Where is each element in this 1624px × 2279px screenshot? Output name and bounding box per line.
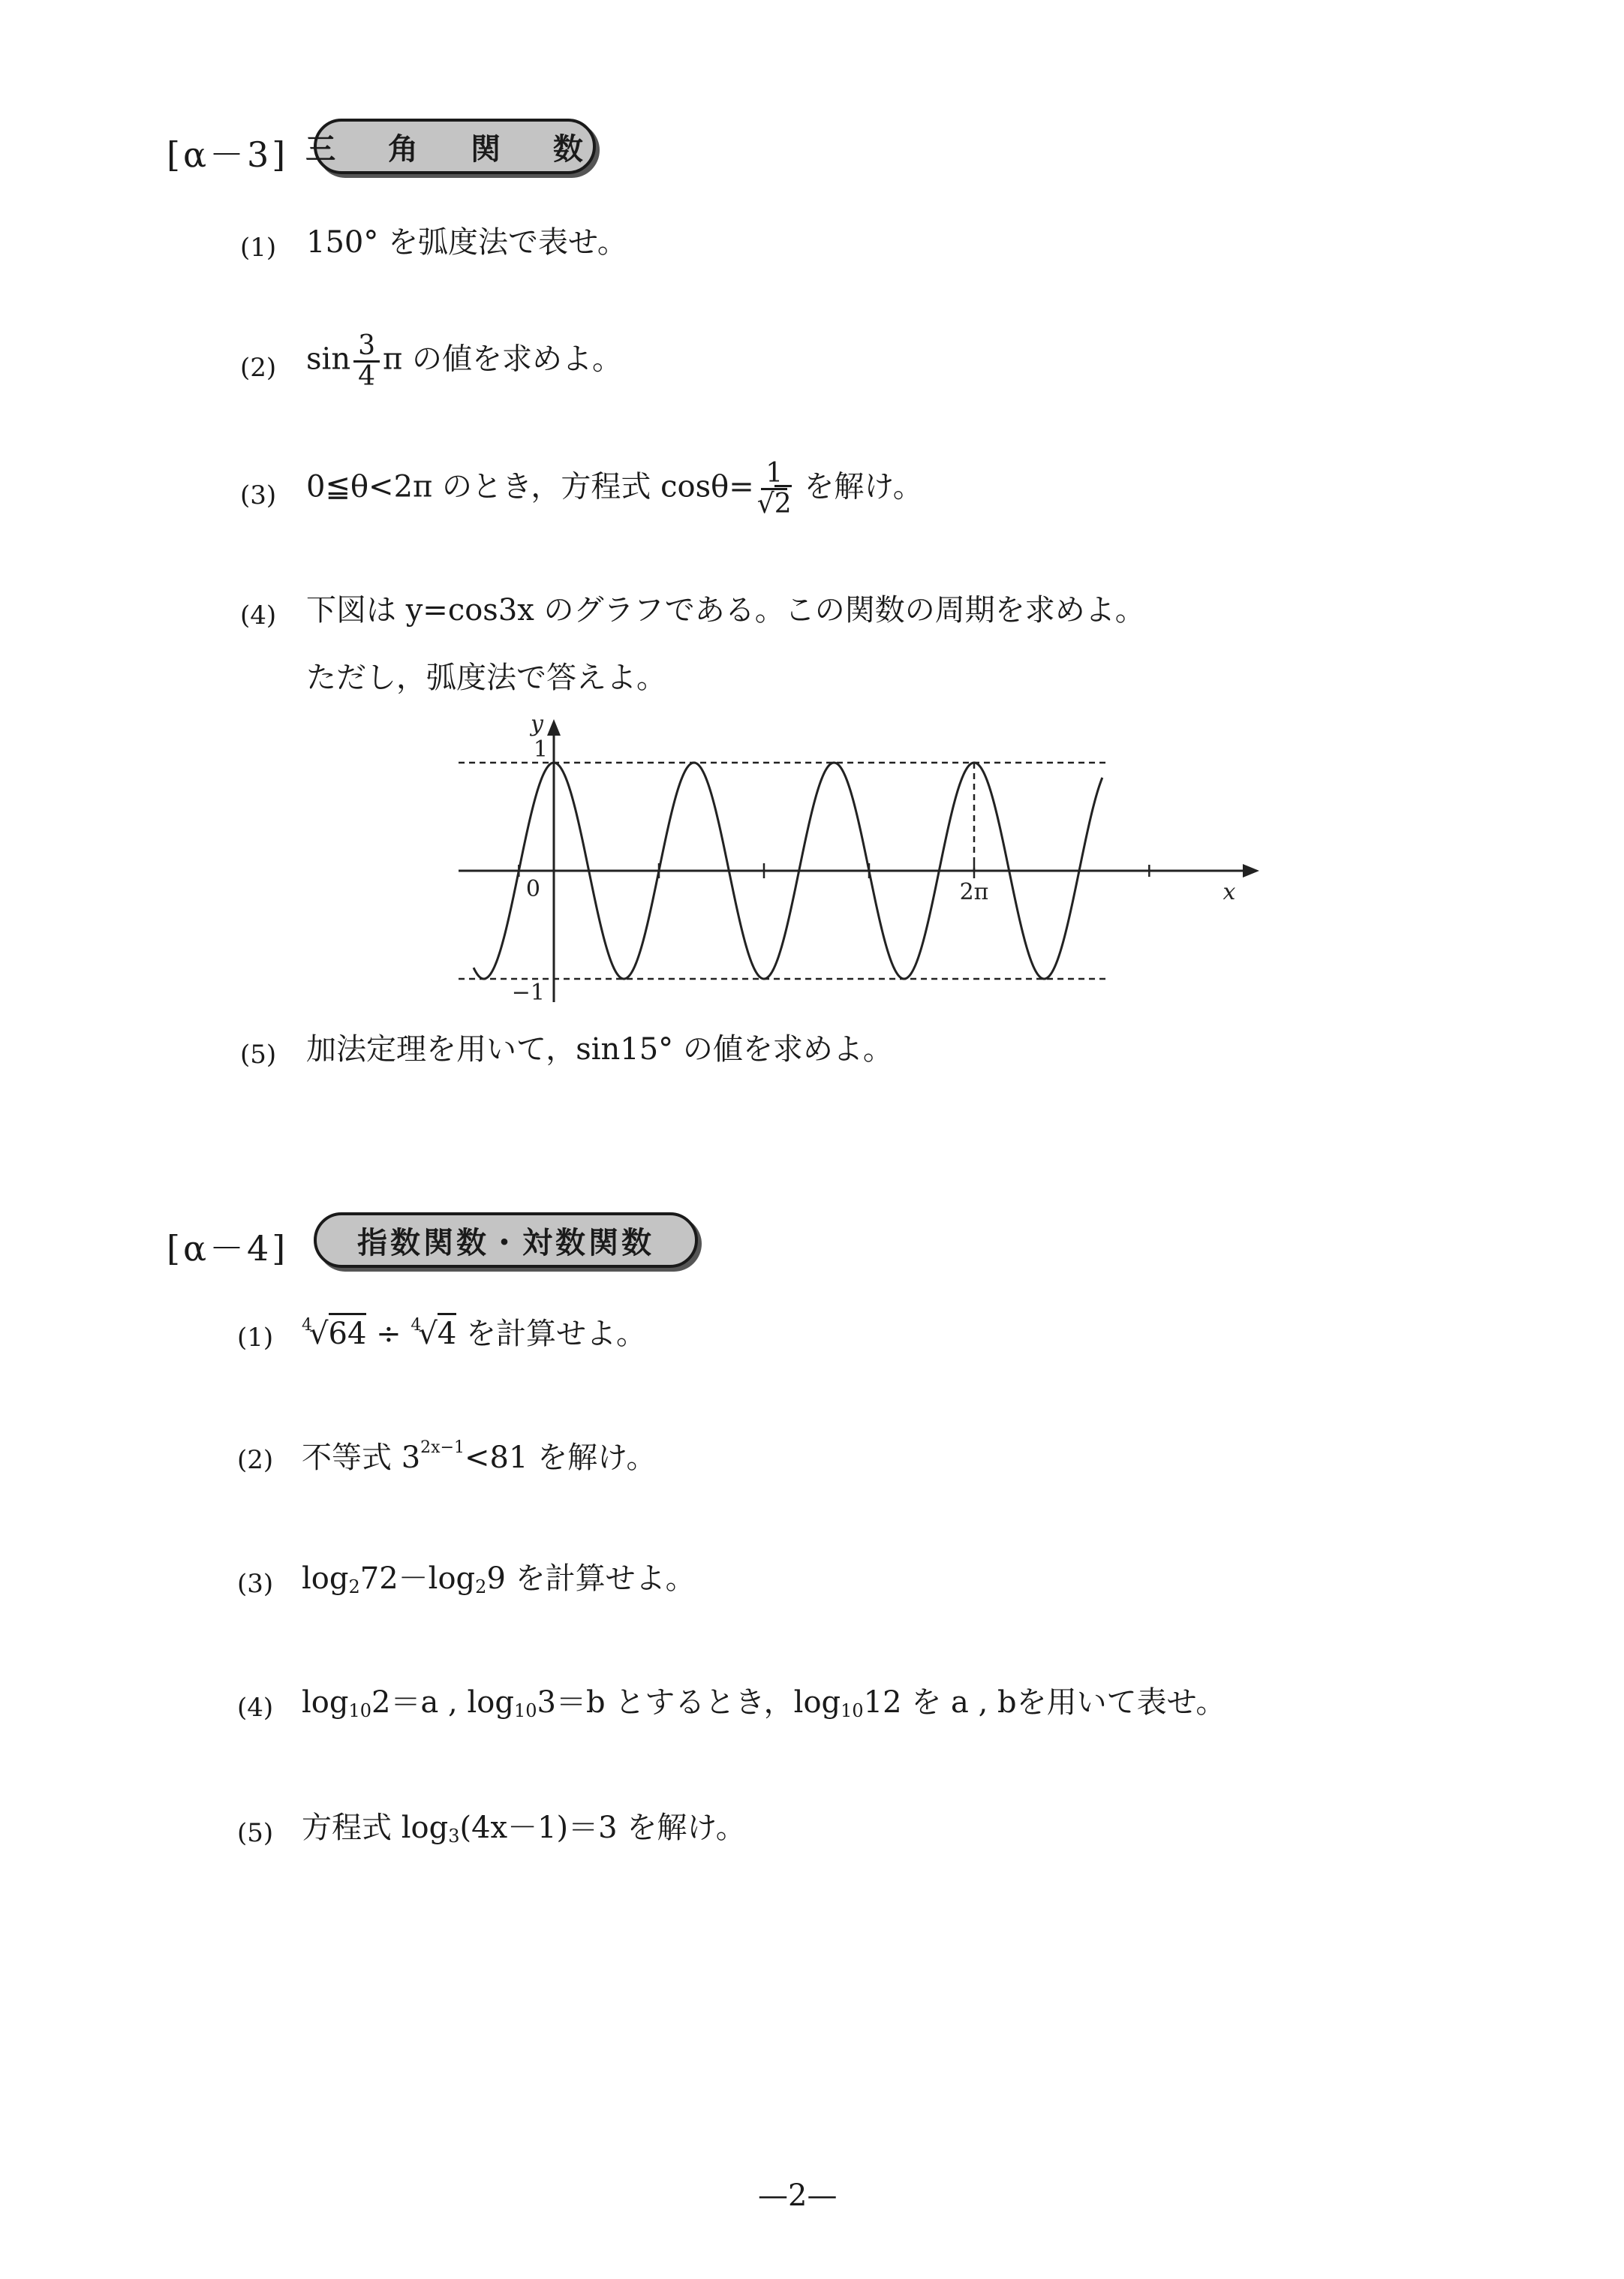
- x-axis-label: x: [1223, 879, 1236, 905]
- section-a4-label: [α－4]: [167, 1228, 289, 1269]
- x-tick-label-2pi: 2π: [959, 879, 989, 905]
- question-num: (3): [237, 1569, 274, 1599]
- section-a3-label: [α－3]: [167, 134, 289, 175]
- question-text: 0≦θ<2π のとき，方程式 cosθ= $\frac{1}{√2}$ を解け。: [306, 458, 923, 519]
- question-text: 加法定理を用いて，sin15° の値を求めよ。: [306, 1032, 893, 1067]
- origin-label: 0: [525, 876, 540, 902]
- question-text: sin $\frac{3}{4}$ π の値を求めよ。: [306, 330, 623, 392]
- page-number: —2—: [758, 2178, 838, 2213]
- question-num: (2): [240, 353, 277, 383]
- question-num: (5): [240, 1040, 277, 1070]
- fraction: $\frac{3}{4}$: [353, 332, 380, 391]
- question-num: (4): [240, 601, 277, 631]
- question-text-line2: ただし，弧度法で答えよ。: [306, 661, 666, 695]
- question-num: (4): [237, 1693, 274, 1723]
- question-num: (1): [240, 233, 277, 263]
- section-a3-title: 三 角 関 数: [314, 119, 596, 174]
- question-text: $\log_272-\log_29$ を計算せよ。: [302, 1561, 696, 1597]
- y-axis-label: y: [531, 713, 543, 737]
- question-num: (2): [237, 1445, 274, 1475]
- y-tick-label-minus1: −1: [511, 980, 545, 1006]
- y-axis-arrow: [547, 719, 561, 736]
- x-axis-arrow: [1243, 864, 1259, 878]
- section-a4-title: 指数関数・対数関数: [314, 1212, 698, 1268]
- question-text: $^4$√64 ÷ $^4$√4 を計算せよ。: [302, 1317, 646, 1349]
- question-num: (3): [240, 480, 277, 510]
- question-text: 方程式 $\log_3(4x-1)=3$ を解け。: [302, 1811, 746, 1847]
- y-tick-label-1: 1: [533, 736, 548, 763]
- question-num: (1): [237, 1323, 274, 1353]
- cos3x-graph: [390, 713, 1261, 1013]
- question-num: (5): [237, 1818, 274, 1848]
- question-text: 不等式 $3^{2x-1}<81$ を解け。: [302, 1438, 657, 1475]
- question-text: $\log_{10}2=a$ , $\log_{10}3=b$ とするとき，$\log_{10}12$ を a , bを用いて表せ。: [302, 1685, 1226, 1721]
- question-text: 150° を弧度法で表せ。: [306, 225, 627, 260]
- fraction: $\frac{1}{√2}$: [756, 458, 792, 519]
- question-text: 下図は y=cos3x のグラフである。この関数の周期を求めよ。: [306, 593, 1145, 628]
